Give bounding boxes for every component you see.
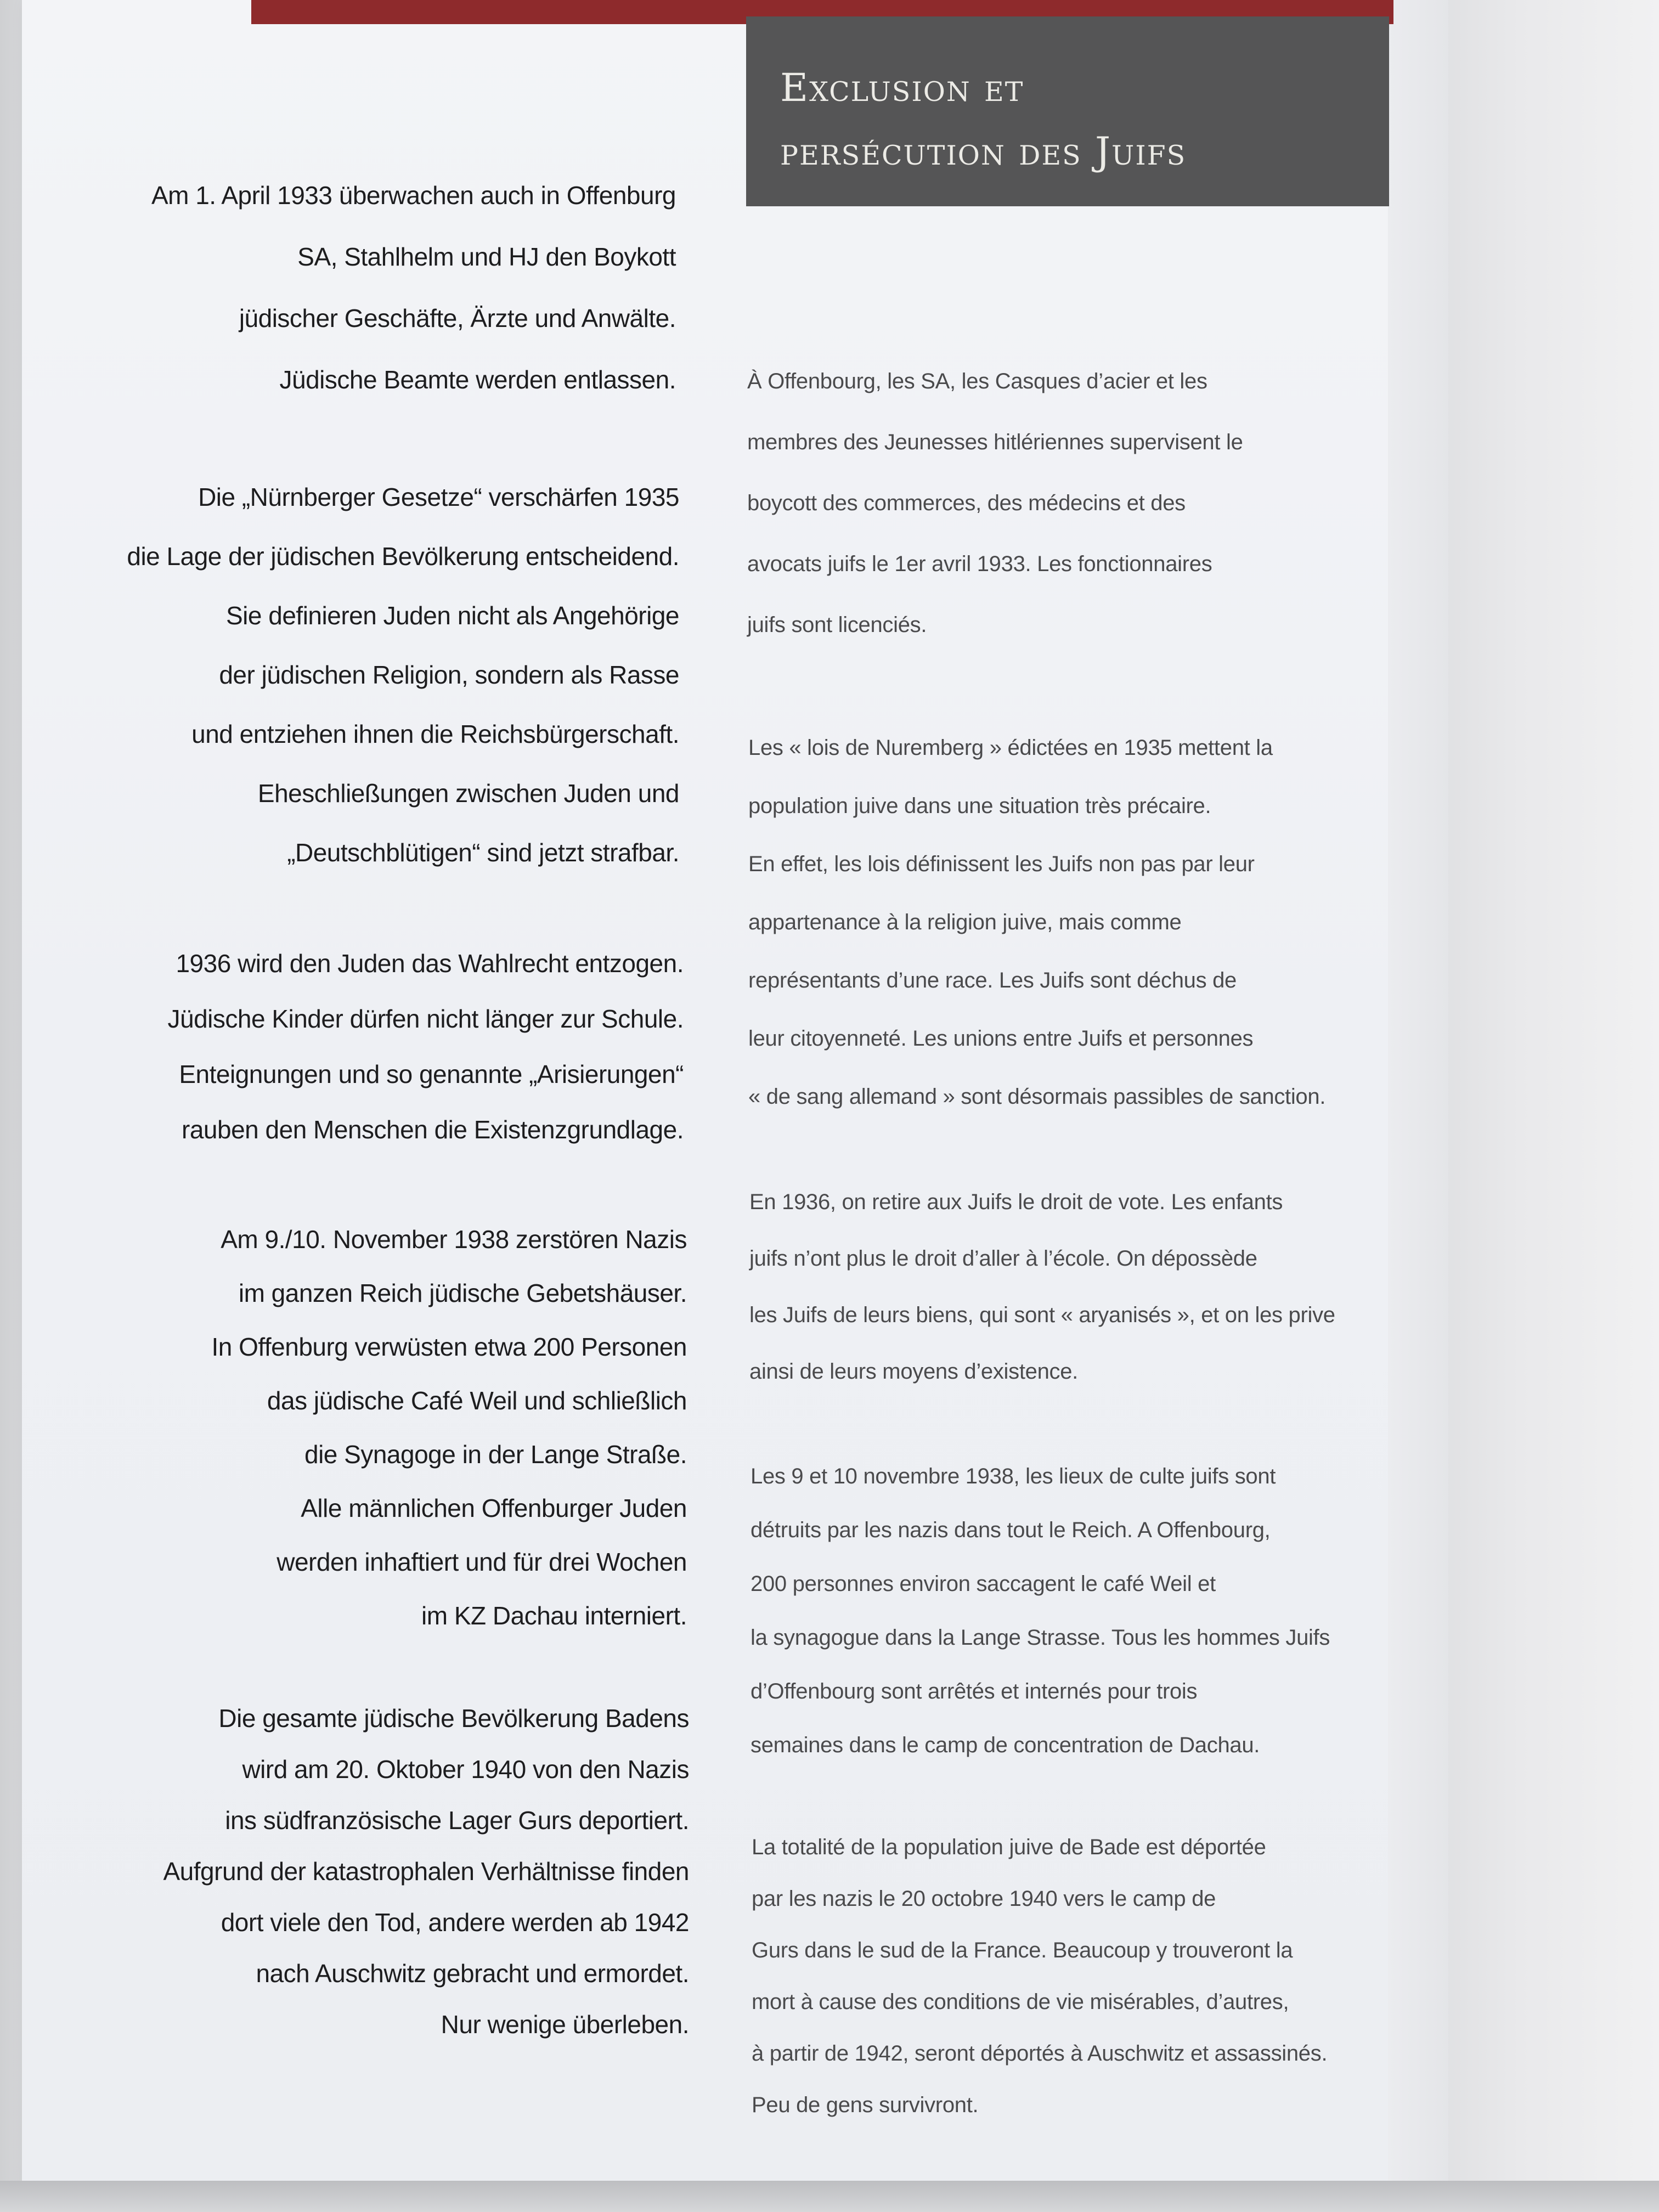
german-text-line: Eheschließungen zwischen Juden und — [257, 779, 679, 808]
french-paragraph — [747, 351, 1373, 656]
german-text-line: Sie definieren Juden nicht als Angehörige — [226, 601, 679, 630]
french-text-line: membres des Jeunesses hitlériennes supervisent le — [747, 430, 1243, 454]
french-text-line: « de sang allemand » sont désormais passibles de sanction. — [748, 1085, 1326, 1109]
french-text-line: Les « lois de Nuremberg » édictées en 1935 mettent la — [748, 736, 1273, 760]
french-text-line: Les 9 et 10 novembre 1938, les lieux de culte juifs sont — [751, 1464, 1276, 1488]
french-text-line: boycott des commerces, des médecins et des — [747, 491, 1186, 515]
german-text-line: Alle männlichen Offenburger Juden — [301, 1494, 687, 1522]
german-text-line: und entziehen ihnen die Reichsbürgerschaft. — [191, 720, 679, 748]
french-text-line: détruits par les nazis dans tout le Reich. A Offenbourg, — [751, 1518, 1271, 1542]
german-text-line: dort viele den Tod, andere werden ab 1942 — [221, 1908, 689, 1937]
german-text-line: die Lage der jüdischen Bevölkerung entscheidend. — [127, 542, 679, 571]
german-text-line: Die gesamte jüdische Bevölkerung Badens — [218, 1704, 689, 1733]
german-text-line: die Synagoge in der Lange Straße. — [304, 1440, 687, 1469]
german-text-line: Jüdische Beamte werden entlassen. — [279, 365, 676, 394]
german-text-line: In Offenburg verwüsten etwa 200 Personen — [211, 1333, 687, 1361]
german-text-line: Aufgrund der katastrophalen Verhältnisse finden — [163, 1857, 689, 1886]
french-text-line: par les nazis le 20 octobre 1940 vers le camp de — [752, 1887, 1216, 1911]
title-line-2: persécution des Juifs — [780, 129, 1187, 174]
german-text-line: im KZ Dachau interniert. — [421, 1601, 687, 1630]
french-text-line: la synagogue dans la Lange Strasse. Tous les hommes Juifs — [751, 1626, 1330, 1650]
german-text-line: Enteignungen und so genannte „Arisierungen“ — [179, 1060, 684, 1088]
french-text-line: leur citoyenneté. Les unions entre Juifs et personnes — [748, 1026, 1254, 1051]
german-text-line: nach Auschwitz gebracht und ermordet. — [256, 1959, 689, 1988]
german-text-line: werden inhaftiert und für drei Wochen — [276, 1548, 687, 1576]
french-text-line: En effet, les lois définissent les Juifs non pas par leur — [748, 852, 1255, 876]
french-paragraph — [748, 719, 1374, 1126]
french-text-line: En 1936, on retire aux Juifs le droit de vote. Les enfants — [749, 1190, 1283, 1214]
french-text-line: appartenance à la religion juive, mais comme — [748, 910, 1182, 934]
french-text-line: À Offenbourg, les SA, les Casques d’acier et les — [747, 369, 1207, 393]
german-text-line: „Deutschblütigen“ sind jetzt strafbar. — [287, 838, 679, 867]
french-text-line: ainsi de leurs moyens d’existence. — [749, 1359, 1078, 1384]
french-text-line: population juive dans une situation très précaire. — [748, 794, 1211, 818]
german-text-line: der jüdischen Religion, sondern als Rasse — [219, 661, 679, 689]
german-text-line: Am 9./10. November 1938 zerstören Nazis — [221, 1225, 687, 1254]
german-text-line: rauben den Menschen die Existenzgrundlage. — [182, 1115, 684, 1144]
german-text-line: Nur wenige überleben. — [441, 2010, 689, 2039]
french-text-line: mort à cause des conditions de vie misérables, d’autres, — [752, 1990, 1289, 2014]
german-text-line: Am 1. April 1933 überwachen auch in Offenburg — [151, 181, 676, 210]
french-text-line: La totalité de la population juive de Bade est déportée — [752, 1835, 1266, 1859]
title-line-1: Exclusion et — [780, 65, 1024, 110]
french-text-line: semaines dans le camp de concentration de Dachau. — [751, 1733, 1260, 1757]
floor-shadow — [0, 2181, 1659, 2212]
french-text-line: les Juifs de leurs biens, qui sont « aryanisés », et on les prive — [749, 1303, 1335, 1327]
german-text-line: das jüdische Café Weil und schließlich — [267, 1386, 687, 1415]
german-text-line: SA, Stahlhelm und HJ den Boykott — [297, 242, 676, 271]
french-text-line: représentants d’une race. Les Juifs sont déchus de — [748, 968, 1237, 992]
french-text-line: Gurs dans le sud de la France. Beaucoup y trouveront la — [752, 1938, 1293, 1962]
german-text-line: im ganzen Reich jüdische Gebetshäuser. — [238, 1279, 687, 1307]
french-text-line: avocats juifs le 1er avril 1933. Les fonctionnaires — [747, 552, 1212, 576]
french-paragraph — [752, 1821, 1377, 2131]
german-text-line: Die „Nürnberger Gesetze“ verschärfen 1935 — [198, 483, 679, 511]
french-text-line: juifs n’ont plus le droit d’aller à l’école. On dépossède — [749, 1246, 1257, 1271]
french-text-line: d’Offenbourg sont arrêtés et internés pour trois — [751, 1679, 1198, 1703]
french-text-line: Peu de gens survivront. — [752, 2093, 979, 2117]
french-paragraph — [751, 1449, 1376, 1772]
french-text-line: à partir de 1942, seront déportés à Auschwitz et assassinés. — [752, 2041, 1328, 2066]
german-text-line: Jüdische Kinder dürfen nicht länger zur Schule. — [167, 1005, 684, 1033]
german-text-line: ins südfranzösische Lager Gurs deportiert. — [225, 1806, 689, 1835]
german-text-line: wird am 20. Oktober 1940 von den Nazis — [242, 1755, 689, 1784]
french-text-line: 200 personnes environ saccagent le café Weil et — [751, 1572, 1216, 1596]
french-text-line: juifs sont licenciés. — [747, 613, 927, 637]
german-text-line: jüdischer Geschäfte, Ärzte und Anwälte. — [239, 304, 676, 332]
french-paragraph — [749, 1174, 1375, 1400]
german-text-line: 1936 wird den Juden das Wahlrecht entzogen. — [176, 949, 684, 978]
